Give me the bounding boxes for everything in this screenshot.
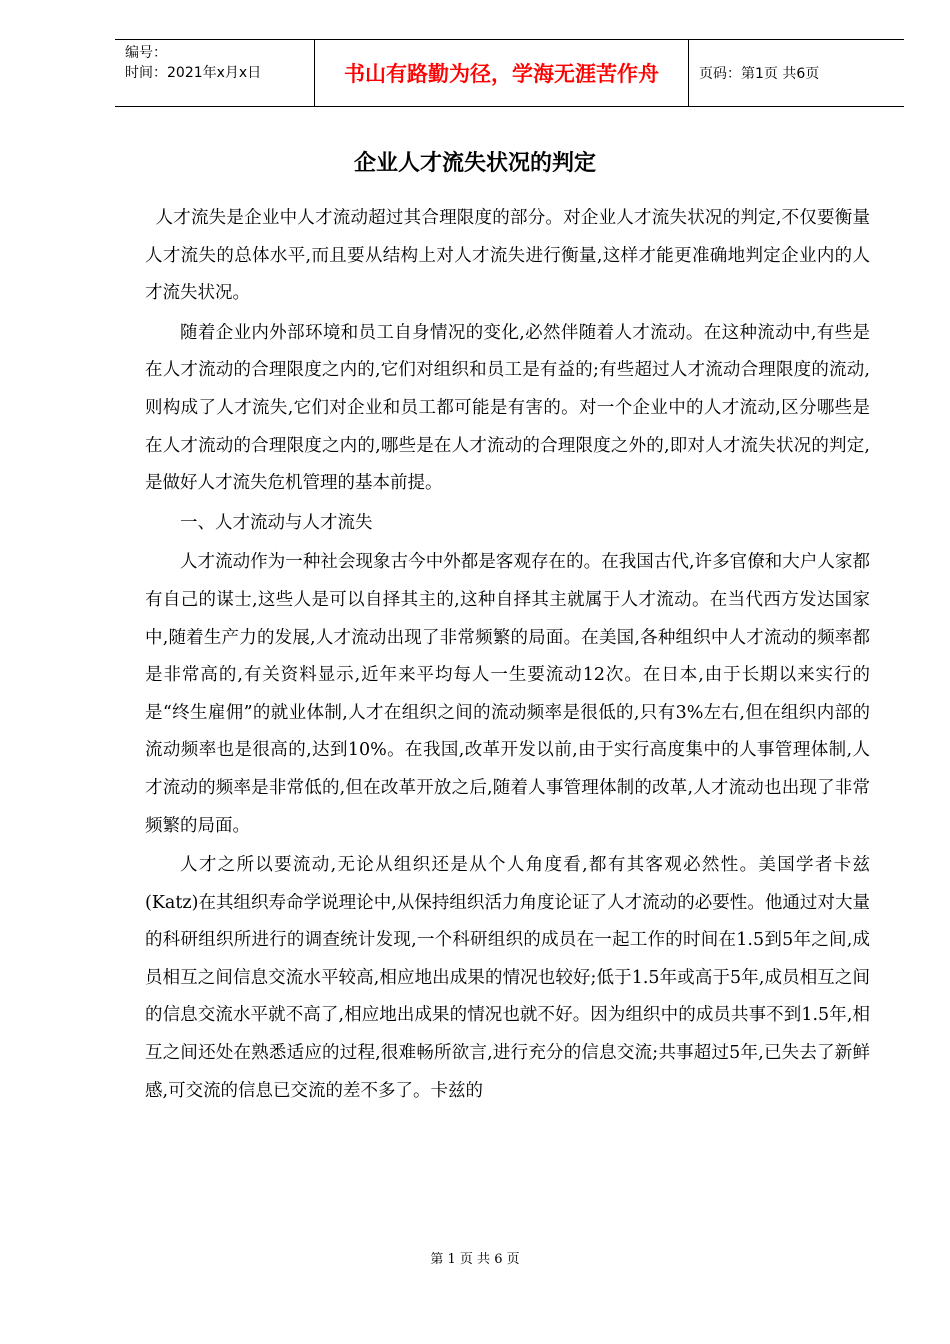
- paragraph: 人才流动作为一种社会现象古今中外都是客观存在的。在我国古代,许多官僚和大户人家都有自己的谋士,这些人是可以自择其主的,这种自择其主就属于人才流动。在当代西方发达国家中,随着生产力的发展,人才流动出现了非常频繁的局面。在美国,各种组织中人才流动的频率都是非常高的,有关资料显示,近年来平均每人一生要流动12次。在日本,由于长期以来实行的是“终生雇佣”的就业体制,人才在组织之间的流动频率是很低的,只有3%左右,但在组织内部的流动频率也是很高的,达到10%。在我国,改革开发以前,由于实行高度集中的人事管理体制,人才流动的频率是非常低的,但在改革开放之后,随着人事管理体制的改革,人才流动也出现了非常频繁的局面。: [145, 552, 870, 836]
- header-meta: [115, 40, 315, 106]
- paragraph: 人才流失是企业中人才流动超过其合理限度的部分。对企业人才流失状况的判定,不仅要衡量人才流失的总体水平,而且要从结构上对人才流失进行衡量,这样才能更准确地判定企业内的人才流失状况。: [145, 208, 870, 304]
- paragraph: 随着企业内外部环境和员工自身情况的变化,必然伴随着人才流动。在这种流动中,有些是在人才流动的合理限度之内的,它们对组织和员工是有益的;有些超过人才流动合理限度的流动,则构成了人才流失,它们对企业和员工都可能是有害的。对一个企业中的人才流动,区分哪些是在人才流动的合理限度之内的,哪些是在人才流动的合理限度之外的,即对人才流失状况的判定,是做好人才流失危机管理的基本前提。: [145, 322, 870, 494]
- document-body: [145, 200, 870, 1112]
- header-page-number: 页码：第1页 共6页: [699, 66, 820, 82]
- section-heading: 一、人才流动与人才流失: [180, 512, 373, 533]
- document-title: 企业人才流失状况的判定: [353, 150, 596, 176]
- page-footer: 第 1 页 共 6 页: [430, 1252, 520, 1267]
- document-time-label: 时间：2021年x月x日: [125, 65, 262, 81]
- document-number-label: 编号：: [125, 45, 167, 61]
- page-header: [115, 39, 904, 107]
- header-motto: 书山有路勤为径，学海无涯苦作舟: [315, 40, 689, 106]
- paragraph: 人才之所以要流动,无论从组织还是从个人角度看,都有其客观必然性。美国学者卡兹(Katz)在其组织寿命学说理论中,从保持组织活力角度论证了人才流动的必要性。他通过对大量的科研组织所进行的调查统计发现,一个科研组织的成员在一起工作的时间在1.5到5年之间,成员相互之间信息交流水平较高,相应地出成果的情况也较好;低于1.5年或高于5年,成员相互之间的信息交流水平就不高了,相应地出成果的情况也就不好。因为组织中的成员共事不到1.5年,相互之间还处在熟悉适应的过程,很难畅所欲言,进行充分的信息交流;共事超过5年,已失去了新鲜感,可交流的信息已交流的差不多了。卡兹的: [145, 855, 870, 1101]
